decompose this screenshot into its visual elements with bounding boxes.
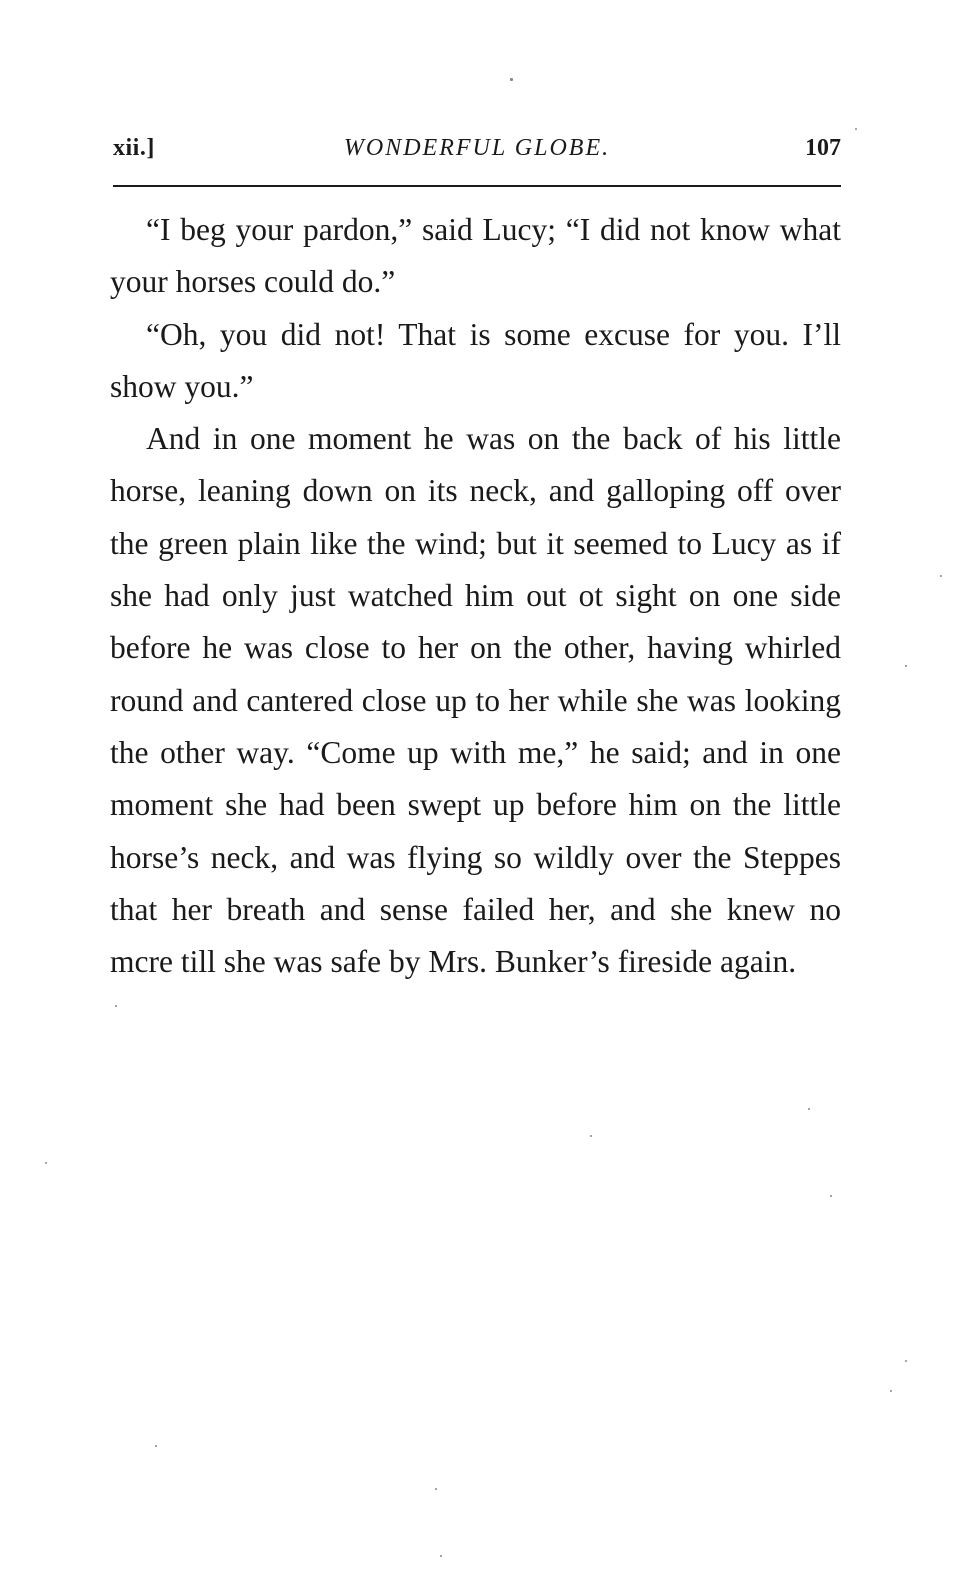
scan-speck <box>808 1108 810 1110</box>
paragraph: “I beg your pardon,” said Lucy; “I did not know what your horses could do.” <box>110 212 841 300</box>
running-head <box>113 135 841 171</box>
scan-speck <box>435 1488 437 1490</box>
paragraph: And in one moment he was on the back of his little horse, leaning down on its neck, and galloping off over the green plain like the wind; but it seemed to Lucy as if she had only just watched him out ot sight on one side before he was close to her on the other, having whirled round and cantered close up to her while she was looking the other way. “Come up with me,” he said; and in one moment she had been swept up before him on the little horse’s neck, and was flying so wildly over the Steppes that her breath and sense failed her, and she knew no mcre till she was safe by Mrs. Bunker’s fireside again. <box>110 421 841 980</box>
scan-speck <box>440 1555 442 1557</box>
scan-speck <box>830 1195 832 1197</box>
body-text <box>110 204 841 988</box>
scan-speck <box>905 1360 907 1362</box>
scan-speck <box>890 1390 892 1392</box>
scan-speck <box>115 1005 117 1007</box>
scan-speck <box>905 665 907 667</box>
paragraph: “Oh, you did not! That is some excuse for you. I’ll show you.” <box>110 316 841 404</box>
scan-speck <box>45 1162 47 1164</box>
header-rule <box>113 185 841 187</box>
scan-speck <box>510 78 513 81</box>
running-title: WONDERFUL GLOBE. <box>343 135 611 161</box>
scan-speck <box>855 128 857 130</box>
scan-speck <box>940 575 942 577</box>
scan-speck <box>155 1445 157 1447</box>
chapter-number: xii.] <box>113 135 155 161</box>
scan-speck <box>590 1135 592 1137</box>
page-number: 107 <box>805 135 841 161</box>
